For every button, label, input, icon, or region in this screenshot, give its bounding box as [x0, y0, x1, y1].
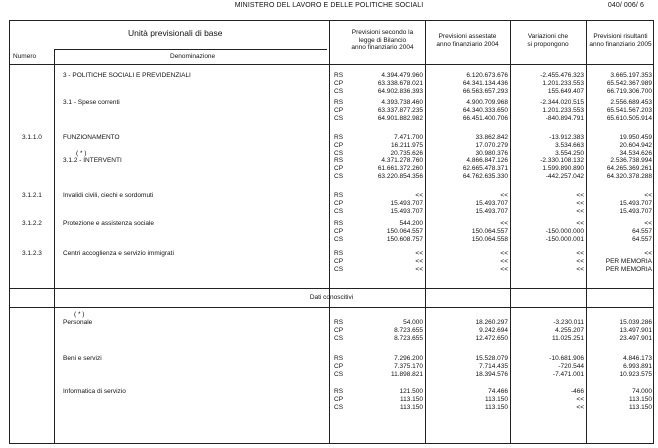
row-type: CS	[334, 236, 344, 243]
row-value: -150.000.000	[545, 228, 584, 235]
row-type: CS	[334, 88, 344, 95]
row-value: 7.714.435	[479, 363, 508, 370]
row-type: CS	[334, 150, 344, 157]
row-value: 2.536.738.994	[610, 157, 652, 164]
row-value: <<	[576, 404, 584, 411]
row-value: 1.599.890.890	[542, 165, 584, 172]
rule-unita	[54, 49, 327, 50]
header-col1: Previsioni secondo la legge di Bilancio anno finanziario 2004	[351, 29, 414, 51]
row-value: 15.039.286	[619, 319, 652, 326]
row-type: CP	[334, 228, 344, 235]
row-value: 8.723.655	[394, 335, 423, 342]
row-value: 64.762.635.330	[462, 173, 508, 180]
row-value: <<	[500, 250, 508, 257]
row-value: 63.337.877.235	[377, 107, 423, 114]
row-value: 113.150	[399, 396, 423, 403]
row-value: 150.064.557	[386, 228, 423, 235]
row-value: 7.296.200	[394, 355, 423, 362]
row-type: CP	[334, 258, 344, 265]
row-type: RS	[334, 99, 344, 106]
row-type: CP	[334, 107, 344, 114]
dati-title: Dati conoscitivi	[309, 294, 354, 301]
row-value: 65.542.367.989	[606, 80, 652, 87]
row-value: PER MEMORIA	[605, 266, 652, 273]
row-value: 15.493.707	[619, 200, 652, 207]
row-value: 15.493.707	[475, 200, 508, 207]
row-value: -442.257.042	[545, 173, 584, 180]
row-value: 66.719.306.700	[606, 88, 652, 95]
row-value: 18.260.297	[475, 319, 508, 326]
row-denomination: 3.1.2 - INTERVENTI	[63, 157, 122, 164]
row-value: 66.451.400.706	[462, 115, 508, 122]
header-col4: Previsioni risultanti anno finanziario 2005	[589, 33, 652, 48]
row-value: 15.493.707	[390, 208, 423, 215]
row-value: <<	[415, 250, 423, 257]
row-value: 33.862.842	[475, 134, 508, 141]
row-value: 64.902.836.393	[377, 88, 423, 95]
row-value: 20.735.626	[390, 150, 423, 157]
row-value: 11.898.821	[390, 371, 423, 378]
budget-table	[9, 20, 654, 444]
row-type: CS	[334, 335, 344, 342]
row-value: 4.393.738.460	[381, 99, 423, 106]
header-numero: Numero	[13, 53, 37, 60]
row-value: 63.220.854.356	[377, 173, 423, 180]
row-type: RS	[334, 220, 344, 227]
row-type: CS	[334, 173, 344, 180]
row-denomination: 3.1 - Spese correnti	[63, 99, 120, 106]
row-value: 54.000	[403, 319, 423, 326]
row-value: <<	[576, 396, 584, 403]
row-value: -150.000.001	[545, 236, 584, 243]
row-value: <<	[415, 266, 423, 273]
row-value: 34.534.626	[619, 150, 652, 157]
row-value: <<	[644, 250, 652, 257]
header-denominazione: Denominazione	[170, 53, 216, 60]
row-value: 113.150	[484, 404, 508, 411]
row-type: RS	[334, 319, 344, 326]
row-type: CS	[334, 404, 344, 411]
row-value: 544.200	[399, 220, 423, 227]
row-value: -840.894.791	[545, 115, 584, 122]
row-type: CP	[334, 363, 344, 370]
row-value: 12.472.650	[475, 335, 508, 342]
row-value: 15.493.707	[475, 208, 508, 215]
rule-header	[10, 64, 653, 65]
ministry-title: MINISTERO DEL LAVORO E DELLE POLITICHE SOCIALI	[234, 2, 424, 9]
row-number: 3.1.1.0	[22, 134, 42, 141]
row-type: RS	[334, 134, 344, 141]
row-type: CP	[334, 396, 344, 403]
row-value: 13.497.901	[619, 327, 652, 334]
dati-note: ( * )	[74, 311, 85, 318]
row-denomination: 3 - POLITICHE SOCIALI E PREVIDENZIALI	[63, 72, 191, 79]
row-value: -720.544	[558, 363, 584, 370]
row-value: 18.394.576	[475, 371, 508, 378]
row-value: 113.150	[484, 396, 508, 403]
row-value: 155.649.407	[547, 88, 584, 95]
row-value: 64.341.134.436	[462, 80, 508, 87]
row-value: -2.330.108.132	[540, 157, 584, 164]
row-value: 15.493.707	[619, 208, 652, 215]
row-value: 61.661.372.260	[377, 165, 423, 172]
row-value: 2.556.689.453	[610, 99, 652, 106]
row-type: CP	[334, 165, 344, 172]
row-value: <<	[500, 192, 508, 199]
row-type: CP	[334, 142, 344, 149]
page-code: 040/ 006/ 6	[607, 2, 644, 9]
row-value: -13.912.383	[549, 134, 584, 141]
row-value: 64.320.378.288	[606, 173, 652, 180]
row-type: CS	[334, 208, 344, 215]
divider-types	[329, 21, 330, 443]
row-value: 113.150	[628, 404, 652, 411]
row-value: -3.230.011	[553, 319, 584, 326]
row-value: 11.025.251	[551, 335, 584, 342]
row-value: <<	[644, 192, 652, 199]
row-value: 1.201.233.553	[542, 80, 584, 87]
row-type: CP	[334, 80, 344, 87]
row-value: 17.070.279	[475, 142, 508, 149]
row-value: 65.541.567.203	[606, 107, 652, 114]
row-value: 19.950.459	[619, 134, 652, 141]
row-value: 16.211.975	[390, 142, 423, 149]
row-type: RS	[334, 72, 344, 79]
row-value: <<	[500, 266, 508, 273]
row-value: 150.064.557	[471, 228, 508, 235]
row-value: 64.340.333.650	[462, 107, 508, 114]
row-value: 3.534.663	[555, 142, 584, 149]
row-type: RS	[334, 250, 344, 257]
row-value: 65.610.505.914	[606, 115, 652, 122]
row-value: <<	[576, 208, 584, 215]
divider-numero	[54, 49, 55, 443]
row-denomination: Informatica di servizio	[63, 388, 126, 395]
row-value: 113.150	[628, 396, 652, 403]
row-value: 6.993.891	[623, 363, 652, 370]
row-type: CS	[334, 371, 344, 378]
row-value: <<	[576, 250, 584, 257]
row-value: <<	[576, 258, 584, 265]
row-type: RS	[334, 157, 344, 164]
row-value: -10.681.906	[549, 355, 584, 362]
row-value: 150.608.757	[386, 236, 423, 243]
row-number: 3.1.2.3	[22, 250, 42, 257]
row-value: 62.665.478.371	[462, 165, 508, 172]
row-type: RS	[334, 192, 344, 199]
row-value: 66.563.657.293	[462, 88, 508, 95]
row-denomination: Invalidi civili, ciechi e sordomuti	[63, 192, 154, 199]
row-value: -2.344.020.515	[540, 99, 584, 106]
row-denomination-note: ( * )	[76, 150, 87, 157]
row-value: 3.554.250	[555, 150, 584, 157]
row-value: 15.528.079	[475, 355, 508, 362]
row-value: 9.242.694	[479, 327, 508, 334]
rule-dati-top	[10, 288, 653, 289]
row-type: CP	[334, 200, 344, 207]
row-value: PER MEMORIA	[605, 258, 652, 265]
row-value: 20.604.942	[619, 142, 652, 149]
header-unita: Unità previsionali di base	[128, 28, 223, 38]
row-value: 7.375.170	[394, 363, 423, 370]
row-value: 10.923.575	[619, 371, 652, 378]
header-col2: Previsioni assestate anno finanziario 2004	[436, 33, 499, 48]
row-value: 64.557	[632, 236, 652, 243]
row-value: 3.665.197.353	[610, 72, 652, 79]
row-value: 15.493.707	[390, 200, 423, 207]
row-value: <<	[415, 192, 423, 199]
row-value: 64.557	[632, 228, 652, 235]
row-type: CS	[334, 266, 344, 273]
row-value: 4.866.847.126	[466, 157, 508, 164]
header-col3: Variazioni che si propongono	[527, 33, 569, 48]
row-value: 1.201.233.553	[542, 107, 584, 114]
row-value: 64.901.882.982	[377, 115, 423, 122]
row-value: <<	[576, 220, 584, 227]
row-value: <<	[576, 200, 584, 207]
row-denomination: Personale	[63, 319, 93, 326]
row-denomination: Beni e servizi	[63, 355, 102, 362]
row-value: 64.265.369.261	[606, 165, 652, 172]
row-type: RS	[334, 388, 344, 395]
row-value: 4.846.173	[623, 355, 652, 362]
row-value: 113.150	[399, 404, 423, 411]
row-number: 3.1.2.1	[22, 192, 42, 199]
row-value: <<	[576, 266, 584, 273]
row-value: <<	[500, 258, 508, 265]
row-denomination: Protezione e assistenza sociale	[63, 220, 155, 227]
row-value: -466	[570, 388, 584, 395]
row-type: CS	[334, 115, 344, 122]
row-value: <<	[576, 192, 584, 199]
row-value: 4.255.207	[555, 327, 584, 334]
row-value: 4.371.278.760	[381, 157, 423, 164]
row-value: 30.980.376	[475, 150, 508, 157]
row-value: <<	[500, 220, 508, 227]
row-value: -2.455.476.323	[540, 72, 584, 79]
row-denomination: FUNZIONAMENTO	[63, 134, 120, 141]
row-value: 4.394.479.960	[381, 72, 423, 79]
row-value: 74.466	[488, 388, 508, 395]
row-denomination: Centri accoglienza e servizio immigrati	[63, 250, 174, 257]
row-type: CP	[334, 327, 344, 334]
row-type: RS	[334, 355, 344, 362]
row-value: 6.120.673.676	[466, 72, 508, 79]
row-value: 8.723.655	[394, 327, 423, 334]
row-value: 150.064.558	[471, 236, 508, 243]
row-value: -7.471.001	[552, 371, 584, 378]
row-value: 23.497.901	[619, 335, 652, 342]
row-value: <<	[644, 220, 652, 227]
row-number: 3.1.2.2	[22, 220, 42, 227]
rule-dati-bottom	[10, 307, 653, 308]
row-value: 121.500	[399, 388, 423, 395]
row-value: 74.000	[632, 388, 652, 395]
row-value: 7.471.700	[394, 134, 423, 141]
row-value: 4.900.709.968	[466, 99, 508, 106]
row-value: 63.338.678.021	[377, 80, 423, 87]
row-value: <<	[415, 258, 423, 265]
